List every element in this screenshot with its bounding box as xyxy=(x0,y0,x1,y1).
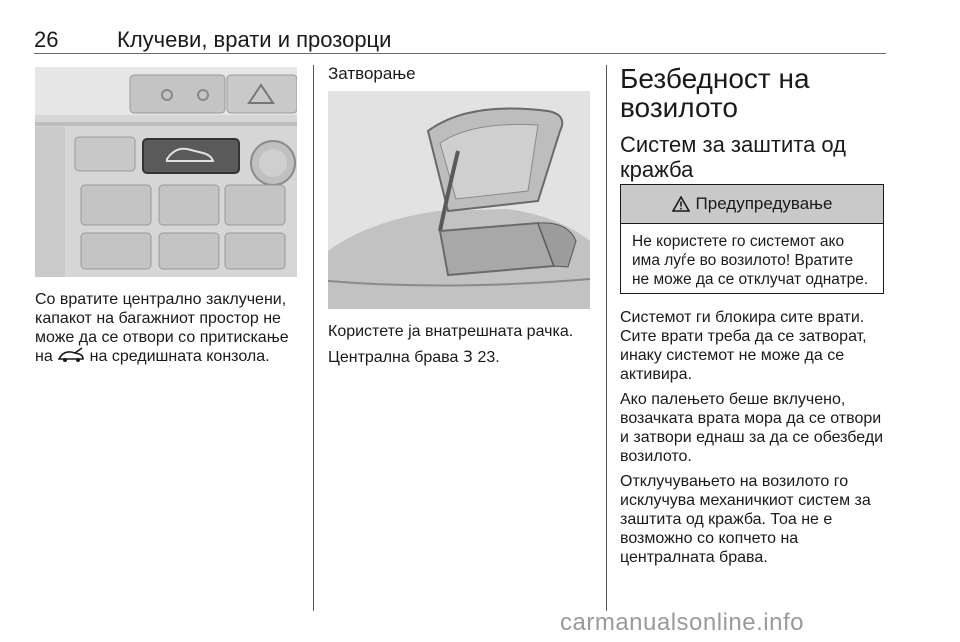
warning-triangle-icon xyxy=(672,196,690,212)
warning-text: Не користете го системот ако има луѓе во возилото! Вратите не може да се отклучат однатре. xyxy=(632,233,869,288)
closing-heading: Затворање xyxy=(328,64,416,83)
middle-paragraphs xyxy=(328,322,598,373)
vehicle-security-title: Безбедност на возилото xyxy=(620,63,810,123)
reference-triangle-icon: 3 xyxy=(462,347,474,366)
column-divider-left xyxy=(313,65,314,611)
reference-page: 23. xyxy=(473,349,500,366)
use-handle-text: Користете ја внатрешната рачка. xyxy=(328,323,574,340)
paragraph-2: Ако палењето беше вклучено, возачката врата мора да се отвори и затвори еднаш за да се обезбеди возилото. xyxy=(620,391,884,465)
page-header xyxy=(34,27,886,54)
central-console-photo xyxy=(35,67,297,277)
watermark[interactable]: carmanualsonline.info xyxy=(560,609,804,636)
paragraph-1: Системот ги блокира сите врати. Сите врати треба да се затворат, инаку системот не може да се активира. xyxy=(620,309,867,383)
warning-box xyxy=(620,184,884,294)
left-text-end: на средишната конзола. xyxy=(85,348,270,365)
left-text-start: Со вратите централно заклучени, капакот на багажниот простор не може да се отвори со притискање на xyxy=(35,291,289,365)
page-number: 26 xyxy=(34,27,59,52)
column-divider-right xyxy=(606,65,607,611)
anti-theft-subtitle: Систем за заштита од кражба xyxy=(620,132,847,182)
running-title: Клучеви, врати и прозорци xyxy=(117,27,392,52)
open-trunk-photo xyxy=(328,91,590,309)
left-paragraph xyxy=(35,290,300,366)
central-lock-label: Централна брава xyxy=(328,349,463,366)
central-lock-reference xyxy=(328,347,598,367)
warning-title: Предупредување xyxy=(695,194,833,213)
central-console-buttons-photo-icon xyxy=(35,67,297,277)
right-paragraphs xyxy=(620,308,890,573)
paragraph-3: Отклучувањето на возилото го исклучува механичкиот систем за заштита од кражба. Тоа не е возможно со копчето на централната брава. xyxy=(620,473,871,566)
car-rear-open-icon xyxy=(57,347,85,363)
warning-header xyxy=(621,185,883,224)
open-trunk-photo-icon xyxy=(328,91,590,309)
